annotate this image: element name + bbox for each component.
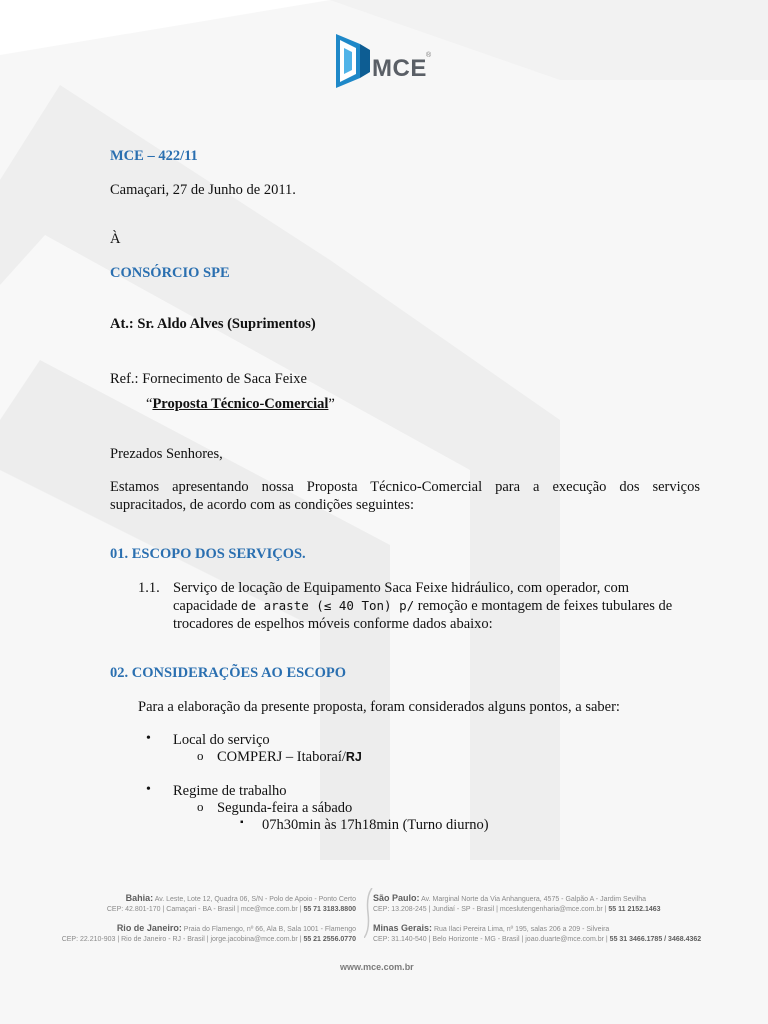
scope-item-line-2a: capacidade [173, 598, 242, 614]
sub-bullet-dias: Segunda-feira a sábado [217, 800, 353, 816]
item-number: 1.1. [138, 580, 160, 596]
intro-paragraph-line-2: supracitados, de acordo com as condições seguintes: [110, 497, 415, 513]
subject-line: Ref.: Fornecimento de Saca Feixe [110, 371, 307, 387]
footer-minas [373, 923, 701, 945]
scope-item-line-3: trocadores de espelhos móveis conforme dados abaixo: [173, 616, 493, 632]
logo-registered-mark: ® [426, 52, 432, 59]
sub-bullet-circle-icon: o [197, 799, 204, 814]
recipient-company: CONSÓRCIO SPE [110, 265, 230, 281]
section-2-heading: 02. CONSIDERAÇÕES AO ESCOPO [110, 665, 347, 681]
proposal-title: Proposta Técnico-Comercial [152, 396, 329, 412]
footer-sp-address: Av. Marginal Norte da Via Anhanguera, 4575 - Galpão A - Jardim Sevilha [421, 896, 646, 903]
footer-sao-paulo [373, 893, 661, 915]
bullet-dot-icon: • [146, 731, 151, 746]
footer-sp-label: São Paulo: [373, 893, 420, 903]
addressee-prefix: À [110, 231, 121, 247]
footer-bahia [107, 893, 356, 915]
bullet-local-servico: Local do serviço [173, 732, 270, 748]
sub-bullet-circle-icon: o [197, 748, 204, 763]
footer-bahia-contact: CEP: 42.801-170 | Camaçari - BA - Brasil | mce@mce.com.br | [106, 906, 302, 913]
footer-rj-phone: 55 21 2556.0770 [303, 936, 356, 943]
footer-divider-icon [364, 888, 374, 938]
sub-bullet-comperj-state: RJ [345, 750, 362, 764]
quote-close: ” [328, 396, 335, 412]
reference-code: MCE – 422/11 [110, 148, 198, 164]
intro-paragraph-line-1: Estamos apresentando nossa Proposta Técnico-Comercial para a execução dos serviços [110, 479, 700, 495]
footer-mg-label: Minas Gerais: [373, 923, 433, 933]
footer-rj-contact: CEP: 22.210-903 | Rio de Janeiro - RJ - Brasil | jorge.jacobina@mce.com.br | [61, 936, 302, 943]
footer-sp-phone: 55 11 2152.1463 [608, 906, 661, 913]
scope-item-line-2 [173, 597, 672, 615]
attention-line: At.: Sr. Aldo Alves (Suprimentos) [110, 316, 316, 332]
bullet-dot-icon: • [146, 782, 151, 797]
scope-item-line-1: Serviço de locação de Equipamento Saca Feixe hidráulico, com operador, com [173, 580, 629, 596]
quote-open: “ [146, 396, 153, 412]
place-date: Camaçari, 27 de Junho de 2011. [110, 182, 296, 198]
footer-mg-phone: 55 31 3466.1785 / 3468.4362 [609, 936, 702, 943]
footer-sp-contact: CEP: 13.208-245 | Jundiaí - SP - Brasil | mceslutengenharia@mce.com.br | [373, 906, 607, 913]
footer-rj-address: Praia do Flamengo, nº 66, Ala B, Sala 1001 - Flamengo [183, 926, 356, 933]
bullet-regime-trabalho: Regime de trabalho [173, 783, 287, 799]
salutation: Prezados Senhores, [110, 446, 223, 462]
scope-item-capacity: de araste (≤ 40 Ton) p/ [241, 598, 415, 613]
sub-sub-bullet-horario: 07h30min às 17h18min (Turno diurno) [262, 817, 489, 833]
section-1-heading: 01. ESCOPO DOS SERVIÇOS. [110, 546, 306, 562]
footer-mg-address: Rua Ilaci Pereira Lima, nº 195, salas 206 a 209 - Silveira [433, 926, 610, 933]
footer-bahia-address: Av. Leste, Lote 12, Quadra 06, S/N - Polo de Apoio - Ponto Certo [154, 896, 356, 903]
footer-rio [62, 923, 356, 945]
section-2-intro: Para a elaboração da presente proposta, foram considerados alguns pontos, a saber: [138, 699, 620, 715]
scope-item-line-2c: remoção e montagem de feixes tubulares de [414, 598, 673, 614]
sub-bullet-comperj-text: COMPERJ – Itaboraí/ [217, 749, 346, 765]
sub-bullet-comperj [217, 748, 362, 766]
footer-website: www.mce.com.br [340, 962, 414, 972]
footer-bahia-phone: 55 71 3183.8800 [303, 906, 356, 913]
footer-bahia-label: Bahia: [125, 893, 154, 903]
logo-wordmark: MCE [372, 55, 427, 82]
footer-rj-label: Rio de Janeiro: [116, 923, 182, 933]
footer-mg-contact: CEP: 31.140-540 | Belo Horizonte - MG - Brasil | joao.duarte@mce.com.br | [373, 936, 608, 943]
proposal-title-line [146, 395, 335, 413]
sub-sub-bullet-square-icon: ▪ [240, 817, 244, 828]
